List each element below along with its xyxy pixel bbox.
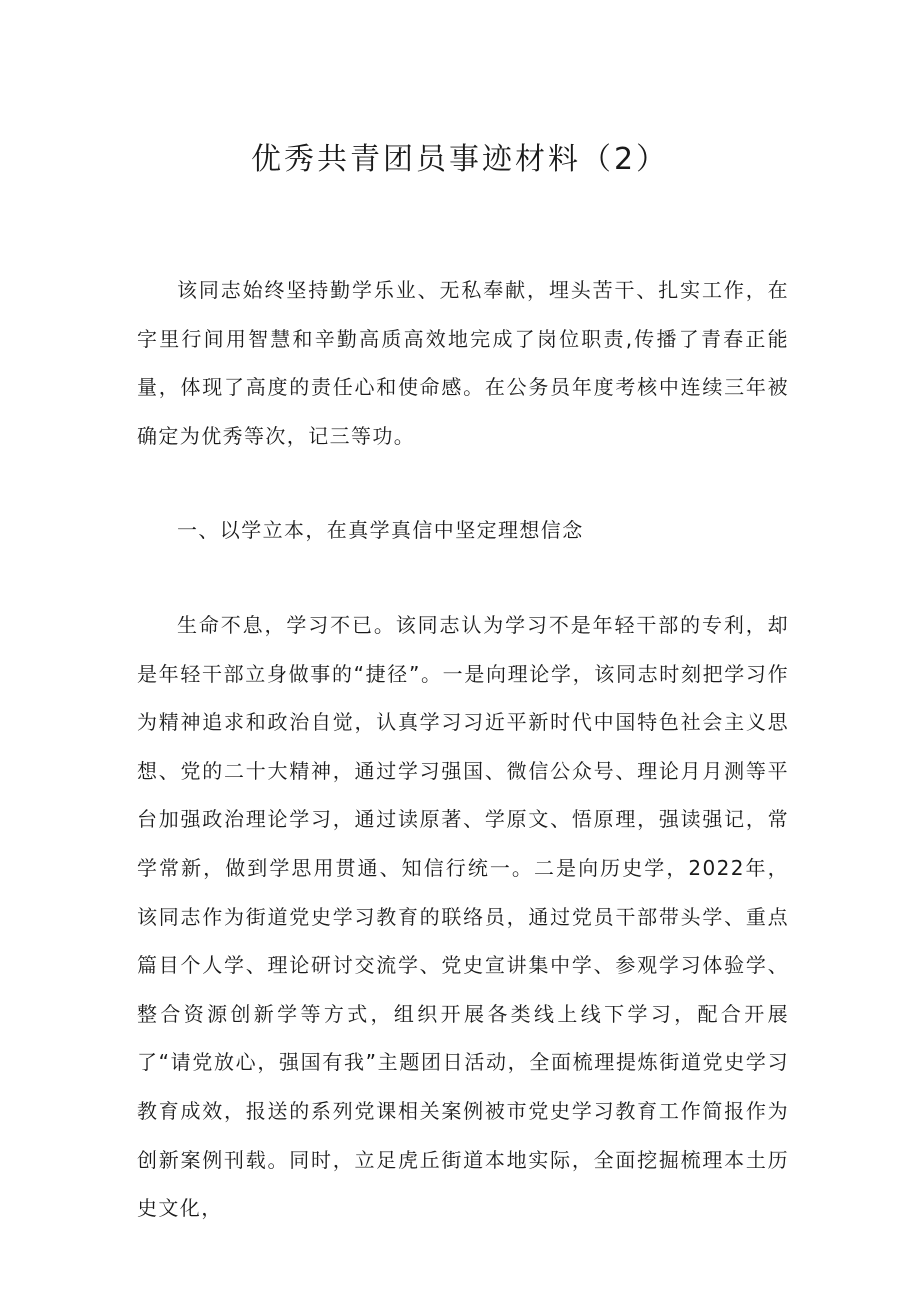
intro-paragraph: 该同志始终坚持勤学乐业、无私奉献，埋头苦干、扎实工作，在字里行间用智慧和辛勤高质高效地完成了岗位职责,传播了青春正能量，体现了高度的责任心和使命感。在公务员年度考核中连续三年被确定为优秀等次，记三等功。	[137, 278, 789, 448]
document-body	[137, 266, 789, 1233]
body-paragraph: 生命不息，学习不已。该同志认为学习不是年轻干部的专利，却是年轻干部立身做事的“捷径”。一是向理论学，该同志时刻把学习作为精神追求和政治自觉，认真学习习近平新时代中国特色社会主义思想、党的二十大精神，通过学习强国、微信公众号、理论月月测等平台加强政治理论学习，通过读原著、学原文、悟原理，强读强记，常学常新，做到学思用贯通、知信行统一。二是向历史学，2022年，该同志作为街道党史学习教育的联络员，通过党员干部带头学、重点篇目个人学、理论研讨交流学、党史宣讲集中学、参观学习体验学、整合资源创新学等方式，组织开展各类线上线下学习，配合开展了“请党放心，强国有我”主题团日活动，全面梳理提炼街道党史学习教育成效，报送的系列党课相关案例被市党史学习教育工作简报作为创新案例刊载。同时，立足虎丘街道本地实际，全面挖掘梳理本土历史文化，	[137, 612, 789, 1221]
document-title: 优秀共青团员事迹材料（2）	[250, 142, 670, 177]
section-heading: 一、以学立本，在真学真信中坚定理想信念	[177, 518, 584, 543]
